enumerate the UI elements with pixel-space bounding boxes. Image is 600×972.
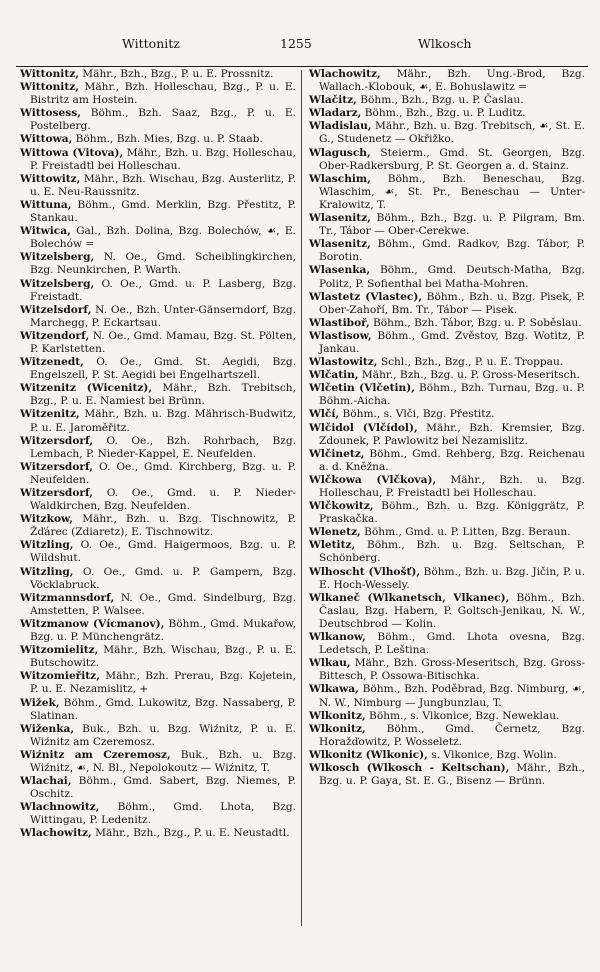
gazetteer-entry (309, 683, 585, 709)
entry-text: Steierm., Gmd. St. Georgen, Bzg. Ober-Radkersburg, P. St. Georgen a. d. Stainz. (319, 146, 585, 172)
gazetteer-entry (20, 304, 296, 330)
gazetteer-entry (20, 330, 296, 356)
entry-headword: Wlastisow, (309, 329, 372, 342)
entry-text: Böhm., Bzh., Bzg. u. P. Časlau. (360, 94, 524, 107)
entry-headword: Wlčetin (Vlčetin), (309, 382, 415, 395)
entry-text: Mähr., Bzh., Bzg. u. P. Gaya, St. E. G., Bisenz — Brünn. (319, 761, 585, 788)
entry-headword: Wlastiboř, (309, 316, 370, 329)
gazetteer-entry (309, 408, 585, 421)
gazetteer-entry (309, 291, 585, 317)
gazetteer-entry (309, 723, 585, 749)
entry-text: Böhm., Bzh. Poděbrad, Bzg. Nimburg, ☙, N. W., Nimburg — Jungbunzlau, T. (319, 683, 586, 709)
entry-text: Mähr., Bzh. Wischau, Bzg., P. u. E. Butschowitz. (30, 644, 296, 670)
entry-text: Böhm., Bzh. u. Bzg. Pisek, P. Ober-Zahoří, Bm. Tr., Tábor — Pisek. (319, 290, 585, 316)
entry-headword: Wižek, (20, 696, 60, 709)
entry-headword: Wlačitz, (309, 94, 357, 107)
gazetteer-entry (20, 461, 296, 487)
gazetteer-entry (20, 513, 296, 539)
entry-text: Böhm., Gmd. Lhota, Bzg. Wittingau, P. Ledenitz. (30, 801, 296, 827)
gazetteer-entry (309, 422, 585, 448)
entry-text: Böhm., Gmd. Deutsch-Matha, Bzg. Politz, P. Sofienthal bei Matha-Mohren. (319, 264, 585, 290)
entry-text: Böhm., Bzh. Mies, Bzg. u. P. Staab. (75, 133, 263, 146)
gazetteer-entry (20, 133, 296, 146)
entry-text: Böhm., s. Vlči, Bzg. Přestitz. (342, 408, 495, 421)
entry-text: Mähr., Bzh. u. Bzg. Tischnowitz, P. Žďárec (Zdiaretz), E. Tischnowitz. (30, 513, 297, 539)
gazetteer-entry (309, 474, 585, 500)
entry-text: Böhm., Gmd. Lhota ovesna, Bzg. Ledetsch, P. Leština. (319, 631, 586, 657)
right-column (309, 68, 585, 788)
gazetteer-entry (20, 775, 296, 801)
entry-text: N. Oe., Bzh. Unter-Gänserndorf, Bzg. Marchegg, P. Eckartsau. (30, 303, 296, 329)
entry-text: O. Oe., Gmd. u. P. Nieder-Waldkirchen, Bzg. Neufelden. (30, 487, 296, 513)
entry-headword: Witzmannsdorf, (20, 591, 115, 604)
gazetteer-entry (20, 566, 296, 592)
entry-headword: Wittowa (Vitova), (20, 146, 124, 159)
entry-text: Böhm., Gmd. Sabert, Bzg. Niemes, P. Oschitz. (30, 775, 296, 801)
entry-text: Böhm., Gmd. Rehberg, Bzg. Reichenau a. d. Kněžna. (319, 447, 585, 473)
gazetteer-entry (309, 264, 585, 290)
entry-text: Mähr., Bzh. u. Bzg. Trebitsch, ☙, St. E. G., Studenetz — Okřižko. (319, 120, 585, 146)
entry-text: Gal., Bzh. Dolina, Bzg. Bolechów, ☙, E. Bolechów = (30, 225, 296, 251)
gazetteer-entry (309, 539, 585, 565)
entry-headword: Wlkonitz, (309, 722, 366, 735)
entry-headword: Wittonitz, (20, 68, 79, 80)
entry-headword: Wlčí, (309, 408, 340, 421)
gazetteer-entry (309, 68, 585, 94)
entry-text: Böhm., Bzh., Bzg. u. P. Luditz. (364, 107, 526, 120)
entry-headword: Wlastowitz, (309, 356, 378, 369)
page-number: 1255 (280, 36, 312, 51)
entry-headword: Wlkawa, (309, 683, 359, 696)
entry-headword: Witzersdorf, (20, 434, 93, 447)
entry-headword: Wlasenka, (309, 264, 371, 277)
gazetteer-entry (20, 356, 296, 382)
entry-headword: Wiženka, (20, 722, 75, 735)
entry-headword: Wlachowitz, (20, 827, 92, 840)
entry-headword: Witzmanow (Vícmanov), (20, 617, 165, 630)
gazetteer-entry (20, 592, 296, 618)
gazetteer-entry (20, 697, 296, 723)
entry-headword: Wlkonitz, (309, 709, 366, 722)
entry-headword: Witzkow, (20, 513, 73, 526)
entry-text: Böhm., Bzh. Saaz, Bzg., P. u. E. Postelberg. (30, 107, 297, 133)
entry-text: Mähr., Bzh. Trebitsch, Bzg., P. u. E. Namiest bei Brünn. (30, 382, 296, 408)
entry-text: Böhm., Gmd. u. P. Litten, Bzg. Beraun. (364, 526, 571, 539)
entry-text: Mähr., Bzh., Bzg. u. P. Gross-Meseritsch. (361, 369, 580, 382)
gazetteer-entry (20, 199, 296, 225)
entry-text: Böhm., Bzh. Turnau, Bzg. u. P. Böhm.-Aicha. (319, 382, 586, 408)
column-separator (301, 70, 302, 926)
entry-headword: Wittuna, (20, 198, 72, 211)
entry-headword: Wlčkowitz, (309, 500, 374, 513)
entry-text: O. Oe., Gmd. u. P. Lasberg, Bzg. Freistadt. (30, 277, 296, 303)
entry-headword: Wittosess, (20, 107, 81, 120)
entry-headword: Witzling, (20, 539, 74, 552)
gazetteer-entry (20, 225, 296, 251)
gazetteer-entry (20, 487, 296, 513)
entry-text: O. Oe., Gmd. Haigermoos, Bzg. u. P. Wildshut. (30, 539, 297, 565)
entry-text: Mähr., Bzh. Wischau, Bzg. Austerlitz, P. u. E. Neu-Raussnitz. (30, 172, 296, 198)
entry-text: O. Oe., Bzh. Rohrbach, Bzg. Lembach, P. Nieder-Kappel, E. Neufelden. (30, 434, 296, 460)
gazetteer-entry (20, 723, 296, 749)
entry-text: Böhm., Bzh. u. Bzg. Königgrätz, P. Praskačka. (319, 500, 585, 526)
entry-text: Böhm., Bzh. u. Bzg. Jičin, P. u. E. Hoch-Wessely. (319, 565, 585, 591)
entry-text: Mähr., Bzh. u. Bzg. Holleschau, P. Freistadtl bei Holleschau. (30, 146, 297, 172)
entry-text: Böhm., Gmd. Zvěstov, Bzg. Wotitz, P. Jankau. (319, 329, 585, 355)
entry-headword: Wlkanow, (309, 631, 366, 644)
gazetteer-entry (309, 566, 585, 592)
gazetteer-entry (20, 251, 296, 277)
entry-text: Schl., Bzh., Bzg., P. u. E. Troppau. (380, 356, 564, 369)
entry-headword: Wlkau, (309, 657, 351, 670)
gazetteer-entry (20, 670, 296, 696)
entry-headword: Wlasenitz, (309, 212, 371, 225)
gazetteer-entry (20, 801, 296, 827)
entry-text: N. Oe., Gmd. Mamau, Bzg. St. Pölten, P. Karlstetten. (30, 329, 296, 355)
entry-headword: Wlčidol (Vlčídol), (309, 421, 418, 434)
gazetteer-entry (309, 749, 585, 762)
gazetteer-entry (309, 500, 585, 526)
left-column (20, 68, 296, 841)
entry-headword: Witzenedt, (20, 356, 84, 369)
entry-headword: Wlčkowa (Vlčkova), (309, 473, 437, 486)
gazetteer-entry (309, 107, 585, 120)
entry-headword: Wlkosch (Wlkosch - Keltschan), (309, 761, 510, 774)
entry-text: Buk., Bzh. u. Bzg. Wiźnitz, P. u. E. Wiźnitz am Czeremosz. (30, 722, 297, 748)
entry-headword: Wlenetz, (309, 526, 361, 539)
gazetteer-entry (309, 120, 585, 146)
page-header (0, 36, 600, 56)
entry-text: s. Vlkonice, Bzg. Wolin. (431, 748, 557, 761)
gazetteer-entry (309, 526, 585, 539)
gazetteer-entry (309, 238, 585, 264)
header-left-guide-word: Wittonitz (122, 36, 180, 51)
gazetteer-entry (20, 539, 296, 565)
entry-text: N. Oe., Gmd. Scheiblingkirchen, Bzg. Neunkirchen, P. Warth. (30, 251, 297, 277)
entry-headword: Witzenitz, (20, 408, 80, 421)
gazetteer-entry (309, 657, 585, 683)
entry-text: Böhm., Gmd. Merklin, Bzg. Přestitz, P. Stankau. (30, 198, 296, 225)
gazetteer-entry (309, 592, 585, 631)
gazetteer-entry (309, 762, 585, 788)
entry-text: Böhm., Gmd. Černetz, Bzg. Horažďowitz, P. Wosseletz. (319, 722, 585, 748)
gazetteer-entry (20, 278, 296, 304)
entry-headword: Wlčatin, (309, 369, 359, 382)
entry-headword: Wlkonitz (Wlkonic), (309, 748, 428, 761)
gazetteer-entry (309, 212, 585, 238)
gazetteer-entry (309, 382, 585, 408)
entry-text: Buk., Bzh. u. Bzg. Wiźnitz, ☙, N. Bl., Nepolokoutz — Wiźnitz, T. (30, 748, 296, 774)
gazetteer-entry (20, 173, 296, 199)
gazetteer-entry (309, 330, 585, 356)
entry-headword: Wittowa, (20, 133, 73, 146)
entry-text: O. Oe., Gmd. Kirchberg, Bzg. u. P. Neufelden. (30, 460, 296, 486)
gazetteer-entry (20, 618, 296, 644)
entry-headword: Wlkaneč (Wlkanetsch, Vlkanec), (309, 591, 510, 604)
entry-headword: Wlachowitz, (309, 68, 381, 80)
entry-headword: Wiźnitz am Czeremosz, (20, 748, 171, 761)
entry-headword: Wittonitz, (20, 81, 79, 94)
gazetteer-entry (20, 68, 296, 81)
entry-headword: Witzersdorf, (20, 487, 93, 499)
gazetteer-entry (20, 107, 296, 133)
entry-headword: Witzelsberg, (20, 277, 95, 290)
entry-text: Böhm., Bzh. u. Bzg. Seltschan, P. Schönberg. (319, 539, 585, 565)
gazetteer-entry (20, 147, 296, 173)
entry-text: Böhm., Bzh., Bzg. u. P. Pilgram, Bm. Tr., Tábor — Ober-Cerekwe. (319, 212, 585, 238)
entry-text: Böhm., Bzh. Časlau, Bzg. Habern, P. Goltsch-Jenikau, N. W., Deutschbrod — Kolin. (319, 591, 585, 630)
gazetteer-entry (20, 408, 296, 434)
entry-text: Böhm., Gmd. Radkov, Bzg. Tábor, P. Borotin. (319, 238, 585, 264)
entry-text: Mähr., Bzh. Prerau, Bzg. Kojetein, P. u. E. Nezamislitz, + (30, 670, 296, 696)
gazetteer-entry (309, 448, 585, 474)
entry-headword: Wlaschim, (309, 172, 371, 185)
entry-headword: Wletitz, (309, 539, 356, 552)
entry-headword: Wlagusch, (309, 146, 371, 159)
entry-text: Böhm., Bzh. Beneschau, Bzg. Wlaschim, ☙, St. Pr., Beneschau — Unter-Kralowitz, T. (319, 172, 585, 211)
entry-headword: Wlčinetz, (309, 447, 365, 460)
gazetteer-entry (309, 147, 585, 173)
gazetteer-entry (20, 827, 296, 840)
gazetteer-entry (309, 631, 585, 657)
entry-text: N. Oe., Gmd. Sindelburg, Bzg. Amstetten, P. Walsee. (30, 591, 297, 617)
entry-text: O. Oe., Gmd. u. P. Gampern, Bzg. Vöcklabruck. (30, 565, 296, 591)
gazetteer-entry (20, 382, 296, 408)
gazetteer-entry (309, 173, 585, 212)
entry-text: Mähr., Bzh. Ung.-Brod, Bzg. Wallach.-Klobouk, ☙, E. Bohuslawitz = (319, 68, 586, 94)
entry-headword: Witzomieřitz, (20, 670, 100, 683)
entry-text: Böhm., Gmd. Mukařow, Bzg. u. P. Münchengrätz. (30, 617, 297, 644)
gazetteer-entry (20, 644, 296, 670)
gazetteer-entry (309, 710, 585, 723)
header-rule (16, 66, 588, 67)
gazetteer-entry (20, 435, 296, 461)
gazetteer-entry (20, 81, 296, 107)
entry-headword: Witzenitz (Wicenitz), (20, 382, 153, 395)
entry-headword: Wladarz, (309, 107, 362, 120)
entry-text: Böhm., Gmd. Lukowitz, Bzg. Nassaberg, P. Slatinan. (30, 696, 296, 722)
gazetteer-entry (309, 317, 585, 330)
gazetteer-entry (309, 356, 585, 369)
entry-headword: Witzling, (20, 565, 74, 578)
header-right-guide-word: Wlkosch (418, 36, 472, 51)
entry-headword: Wlhoscht (Vlhošť), (309, 565, 421, 578)
entry-text: Mähr., Bzh. Holleschau, Bzg., P. u. E. Bistritz am Hostein. (30, 81, 296, 107)
entry-text: Mähr., Bzh. Gross-Meseritsch, Bzg. Gross-Bittesch, P. Ossowa-Bitischka. (319, 657, 586, 683)
entry-text: Mähr., Bzh., Bzg., P. u. E. Prossnitz. (82, 68, 274, 80)
entry-headword: Witzomielitz, (20, 644, 99, 657)
entry-text: Mähr., Bzh. u. Bzg. Mährisch-Budwitz, P. u. E. Jaroměřitz. (30, 408, 296, 434)
entry-headword: Wlasenitz, (309, 238, 371, 251)
entry-headword: Witzersdorf, (20, 460, 93, 473)
entry-text: Mähr., Bzh. u. Bzg. Holleschau, P. Freistadtl bei Holleschau. (319, 473, 585, 499)
entry-headword: Witzendorf, (20, 329, 90, 342)
entry-text: Mähr., Bzh., Bzg., P. u. E. Neustadtl. (95, 827, 290, 840)
entry-text: Böhm., Bzh. Tábor, Bzg. u. P. Soběslau. (373, 316, 582, 329)
entry-headword: Witzelsberg, (20, 251, 95, 264)
entry-headword: Wlachnowitz, (20, 801, 100, 814)
gazetteer-entry (309, 94, 585, 107)
entry-headword: Wlastetz (Vlastec), (309, 290, 423, 303)
entry-headword: Wladislau, (309, 120, 372, 133)
entry-headword: Wittowitz, (20, 172, 81, 185)
gazetteer-entry (309, 369, 585, 382)
entry-text: O. Oe., Gmd. St. Aegidi, Bzg. Engelszell, P. St. Aegidi bei Engelhartszell. (30, 356, 297, 382)
gazetteer-entry (20, 749, 296, 775)
entry-headword: Wlachai, (20, 775, 72, 788)
entry-text: Mähr., Bzh. Kremsier, Bzg. Zdounek, P. Pawlowitz bei Nezamislitz. (319, 421, 585, 447)
entry-headword: Witzelsdorf, (20, 303, 92, 316)
entry-text: Böhm., s. Vlkonice, Bzg. Neweklau. (369, 709, 560, 722)
entry-headword: Witwica, (20, 225, 71, 238)
